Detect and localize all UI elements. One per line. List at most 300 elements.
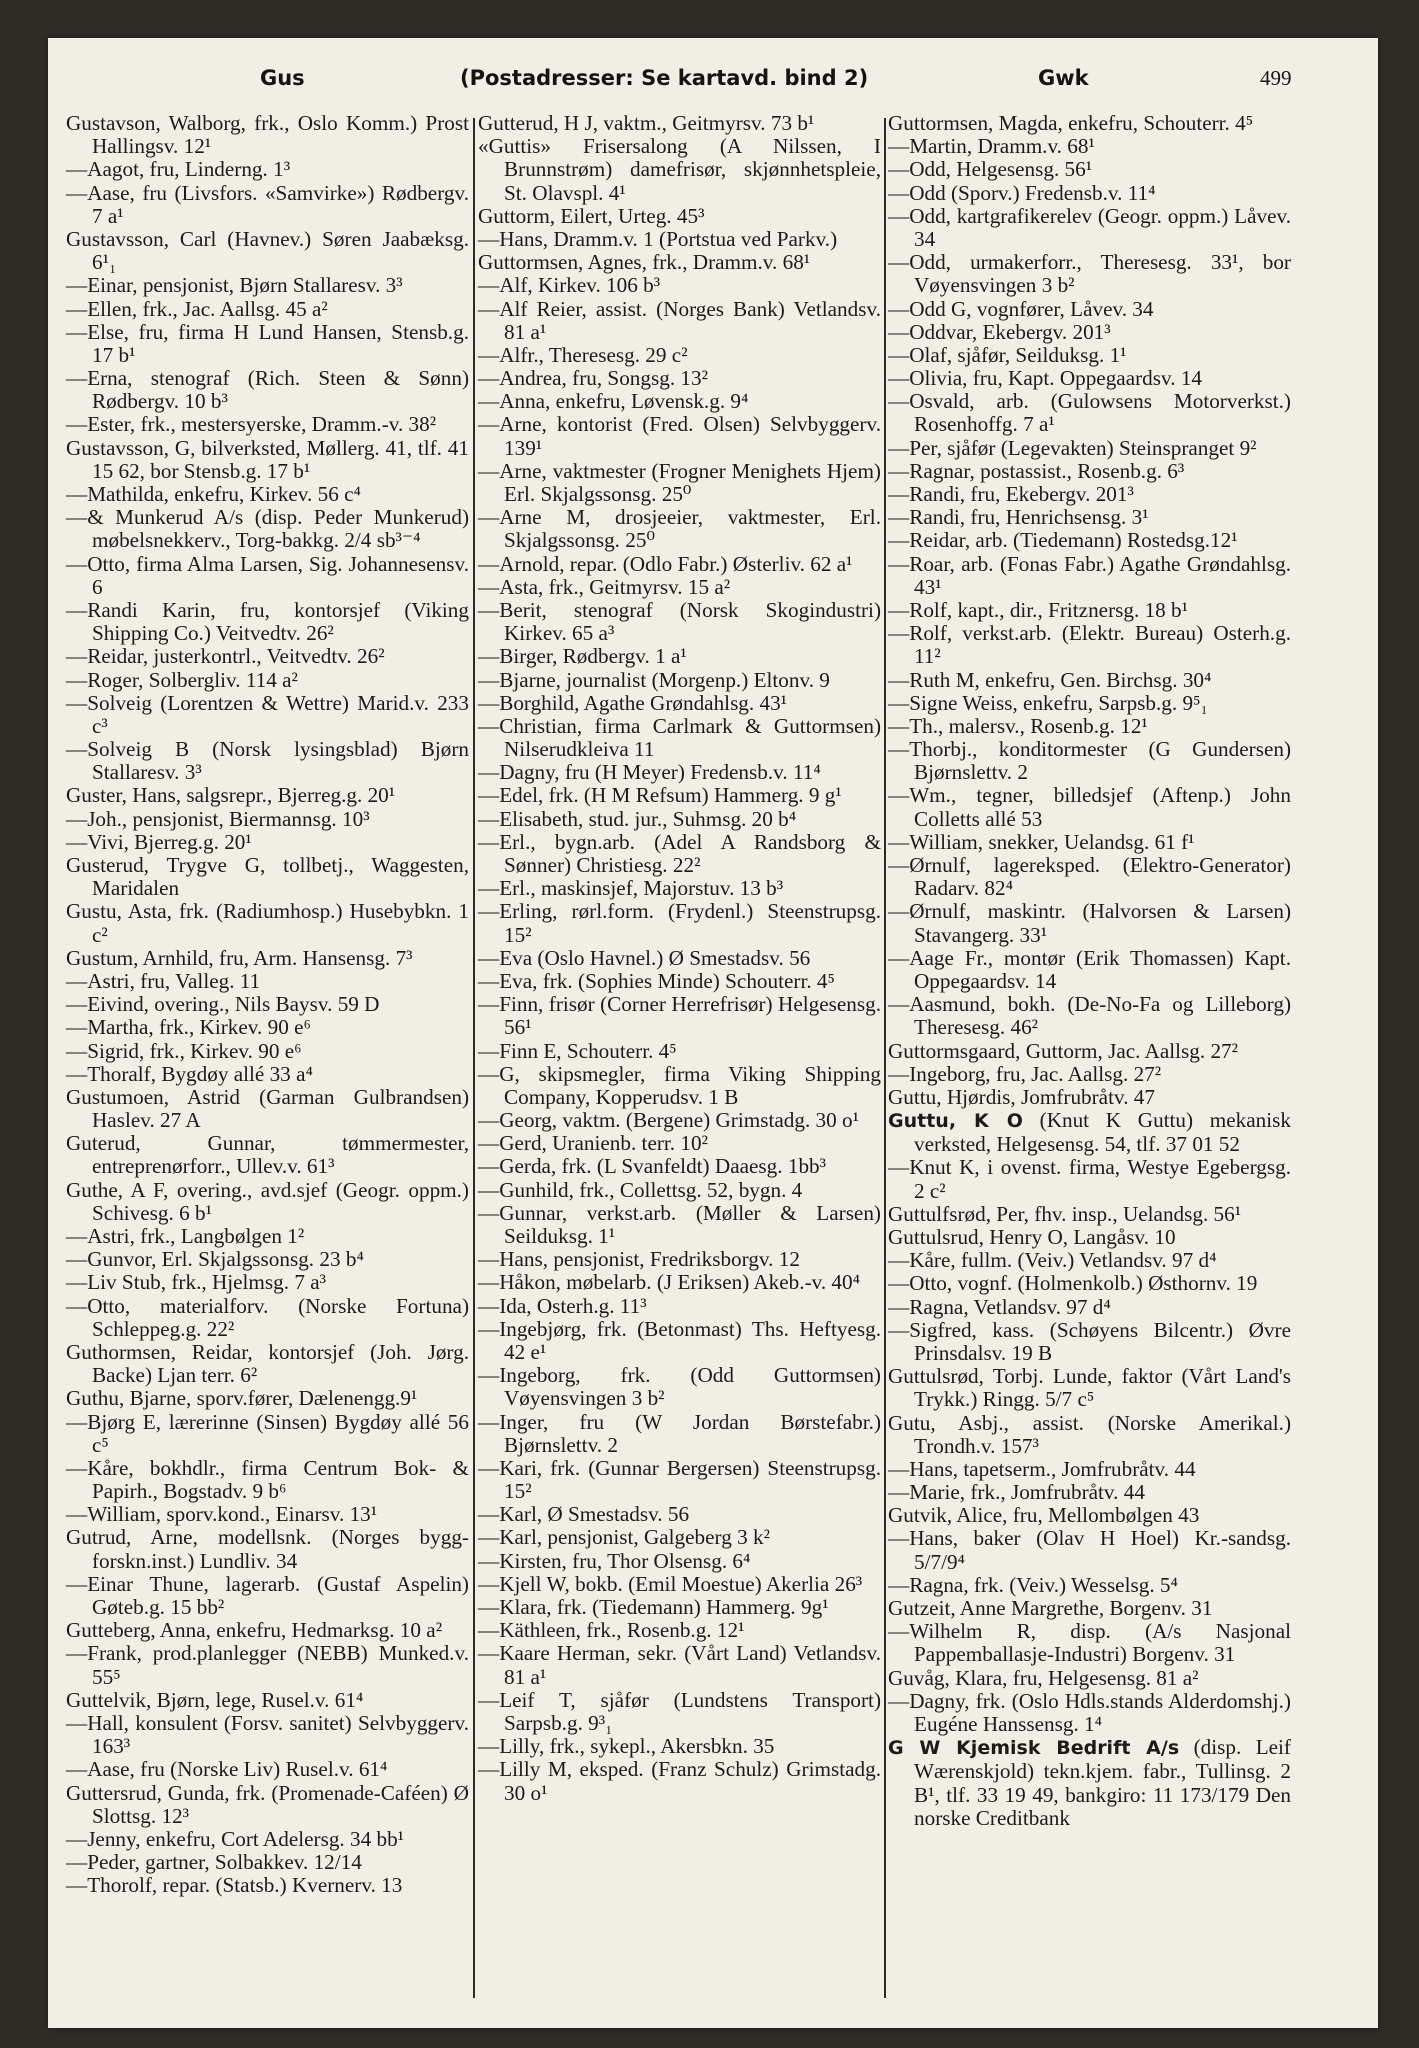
directory-entry	[478, 1573, 881, 1596]
directory-entry	[66, 1225, 469, 1248]
directory-entry	[66, 1642, 469, 1688]
directory-column-1	[66, 112, 469, 1897]
directory-entry	[888, 1365, 1291, 1411]
entry-text: —Eva (Oslo Havnel.) Ø Smestadsv. 56	[478, 945, 811, 970]
directory-entry	[888, 947, 1291, 993]
directory-entry	[888, 460, 1291, 483]
directory-entry	[888, 622, 1291, 668]
directory-entry	[888, 1156, 1291, 1202]
entry-text: —Roger, Solbergliv. 114 a²	[66, 667, 298, 692]
entry-text: Guttormsen, Magda, enkefru, Schouterr. 4⁵	[888, 111, 1254, 135]
entry-text: Gutzeit, Anne Margrethe, Borgenv. 31	[888, 1596, 1213, 1620]
directory-entry	[66, 228, 469, 274]
entry-text: —Hans, tapetserm., Jomfrubråtv. 44	[888, 1456, 1196, 1481]
entry-text: —Aase, fru (Livsfors. «Samvirke») Rødbergv. 7 a¹	[66, 180, 469, 228]
directory-entry	[66, 784, 469, 807]
directory-entry	[66, 1016, 469, 1039]
page-number: 499	[1260, 66, 1292, 90]
directory-entry	[888, 1040, 1291, 1063]
entry-text: —Einar Thune, lagerarb. (Gustaf Aspelin) Gøteb.g. 15 bb²	[66, 1571, 469, 1619]
directory-entry	[888, 900, 1291, 946]
directory-entry	[478, 1457, 881, 1503]
directory-entry	[888, 1458, 1291, 1481]
entry-text: —Sigrid, frk., Kirkev. 90 e⁶	[66, 1038, 302, 1063]
directory-entry	[888, 1574, 1291, 1597]
entry-text: —Signe Weiss, enkefru, Sarpsb.g. 9⁵₁	[888, 690, 1208, 715]
directory-entry	[888, 1272, 1291, 1295]
entry-text: —Anna, enkefru, Løvensk.g. 9⁴	[478, 389, 749, 414]
entry-text: —Bjørg E, lærerinne (Sinsen) Bygdøy allé 56 c⁵	[66, 1409, 469, 1457]
entry-text: Guttulsrød, Torbj. Lunde, faktor (Vårt Land's Trykk.) Ringg. 5/7 c⁵	[888, 1364, 1291, 1412]
entry-text: —Georg, vaktm. (Bergene) Grimstadg. 30 o¹	[478, 1108, 859, 1133]
entry-text: —Astri, frk., Langbølgen 1²	[66, 1224, 305, 1248]
directory-entry	[478, 808, 881, 831]
directory-entry	[478, 274, 881, 297]
directory-entry	[888, 599, 1291, 622]
entry-text: —Mathilda, enkefru, Kirkev. 56 c⁴	[66, 482, 361, 506]
entry-text: —Borghild, Agathe Grøndahlsg. 43¹	[478, 690, 788, 715]
entry-text: —Dagny, frk. (Oslo Hdls.stands Alderdomshj.) Eugéne Hanssensg. 1⁴	[888, 1688, 1291, 1736]
directory-entry	[478, 228, 881, 251]
directory-entry	[888, 854, 1291, 900]
directory-entry	[66, 553, 469, 599]
directory-entry	[888, 553, 1291, 599]
entry-text: Gustavsson, G, bilverksted, Møllerg. 41, tlf. 41 15 62, bor Stensb.g. 17 b¹	[66, 435, 469, 483]
entry-text: Guttersrud, Gunda, frk. (Promenade-Caféen) Ø Slottsg. 12³	[66, 1780, 469, 1828]
entry-text: —Erna, stenograf (Rich. Steen & Sønn) Rødbergv. 10 b³	[66, 366, 469, 414]
entry-text: —Dagny, fru (H Meyer) Fredensb.v. 11⁴	[478, 760, 821, 785]
directory-entry	[888, 251, 1291, 297]
entry-text: Gutrud, Arne, modellsnk. (Norges bygg-forskn.inst.) Lundliv. 34	[66, 1525, 469, 1573]
entry-text: —Ragnar, postassist., Rosenb.g. 6³	[888, 458, 1185, 483]
directory-entry	[66, 1387, 469, 1410]
entry-text: —Olaf, sjåfør, Seilduksg. 1¹	[888, 342, 1127, 367]
directory-entry	[478, 692, 881, 715]
directory-entry	[888, 1226, 1291, 1249]
entry-text: (disp. Leif Wærenskjold) tekn.kjem. fabr., Tullinsg. 2 B¹, tlf. 33 19 49, bankgiro: 11 173/179 Den norske Creditbank	[914, 1735, 1291, 1830]
directory-entry	[888, 506, 1291, 529]
directory-entry	[478, 135, 881, 205]
directory-entry	[888, 993, 1291, 1039]
entry-text: —Knut K, i ovenst. firma, Westye Egebergsg. 2 c²	[888, 1155, 1291, 1203]
entry-text: —Gunnar, verkst.arb. (Møller & Larsen) Seilduksg. 1¹	[478, 1200, 881, 1248]
directory-entry	[66, 738, 469, 784]
entry-text: —Hans, pensjonist, Fredriksborgv. 12	[478, 1247, 800, 1272]
entry-text: —Lilly, frk., sykepl., Akersbkn. 35	[478, 1734, 775, 1759]
entry-text: —Leif T, sjåfør (Lundstens Transport) Sarpsb.g. 9³₁	[478, 1687, 881, 1735]
entry-text: —Finn, frisør (Corner Herrefrisør) Helgesensg. 56¹	[478, 992, 881, 1040]
directory-entry	[66, 669, 469, 692]
entry-text: —Sigfred, kass. (Schøyens Bilcentr.) Øvre Prinsdalsv. 19 B	[888, 1317, 1291, 1365]
entry-text: —Alfr., Theresesg. 29 c²	[478, 342, 688, 367]
entry-text: —Arne, kontorist (Fred. Olsen) Selvbyggerv. 139¹	[478, 412, 881, 460]
directory-entry	[888, 692, 1291, 715]
entry-text: (Knut K Guttu) mekanisk verksted, Helgesensg. 54, tlf. 37 01 52	[914, 1108, 1291, 1157]
directory-entry	[478, 1202, 881, 1248]
entry-text: —Hall, konsulent (Forsv. sanitet) Selvbyggerv. 163³	[66, 1710, 469, 1759]
directory-entry	[478, 251, 881, 274]
directory-entry	[888, 1063, 1291, 1086]
entry-text: —Aase, fru (Norske Liv) Rusel.v. 61⁴	[66, 1757, 388, 1782]
directory-entry	[478, 1295, 881, 1318]
directory-entry	[888, 669, 1291, 692]
entry-text: —Bjarne, journalist (Morgenp.) Eltonv. 9	[478, 667, 830, 692]
entry-text: —Christian, firma Carlmark & Guttormsen) Nilserudkleiva 11	[478, 713, 881, 762]
entry-text: —Roar, arb. (Fonas Fabr.) Agathe Grøndahlsg. 43¹	[888, 551, 1291, 599]
entry-text: —Reidar, justerkontrl., Veitvedtv. 26²	[66, 644, 385, 669]
entry-text: —Kaare Herman, sekr. (Vårt Land) Vetlandsv. 81 a¹	[478, 1641, 881, 1689]
directory-entry	[66, 1040, 469, 1063]
directory-entry	[66, 298, 469, 321]
entry-text: —Erl., maskinsjef, Majorstuv. 13 b³	[478, 876, 784, 901]
entry-text: —Finn E, Schouterr. 4⁵	[478, 1038, 677, 1063]
entry-text: —Ørnulf, maskintr. (Halvorsen & Larsen) Stavangerg. 33¹	[888, 899, 1291, 947]
entry-text: —Håkon, møbelarb. (J Eriksen) Akeb.-v. 40⁴	[478, 1270, 861, 1295]
entry-text: —Eva, frk. (Sophies Minde) Schouterr. 4⁵	[478, 968, 835, 993]
entry-text: —Oddvar, Ekebergv. 201³	[888, 319, 1111, 344]
entry-text: —Arnold, repar. (Odlo Fabr.) Østerliv. 62 a¹	[478, 551, 853, 576]
directory-entry	[888, 1249, 1291, 1272]
directory-entry	[888, 437, 1291, 460]
directory-entry	[478, 367, 881, 390]
directory-entry	[888, 298, 1291, 321]
entry-text: —Otto, firma Alma Larsen, Sig. Johannesensv. 6	[66, 551, 469, 599]
entry-text: Gustavson, Walborg, frk., Oslo Komm.) Prost Hallingsv. 12¹	[66, 111, 469, 159]
directory-entry	[66, 1295, 469, 1341]
entry-text: Gutteberg, Anna, enkefru, Hedmarksg. 10 a²	[66, 1618, 443, 1643]
directory-column-3	[888, 112, 1291, 1830]
entry-text: —Peder, gartner, Solbakkev. 12/14	[66, 1850, 362, 1875]
directory-entry	[888, 321, 1291, 344]
directory-entry	[888, 367, 1291, 390]
directory-entry	[888, 1667, 1291, 1690]
entry-text: Gutterud, H J, vaktm., Geitmyrsv. 73 b¹	[478, 111, 815, 135]
entry-text: Gutvik, Alice, fru, Mellombølgen 43	[888, 1503, 1200, 1528]
directory-entry	[478, 1063, 881, 1109]
directory-entry	[66, 1758, 469, 1781]
entry-text: —Ester, frk., mestersyerske, Dramm.-v. 38²	[66, 412, 437, 437]
directory-entry	[66, 413, 469, 436]
directory-entry	[888, 344, 1291, 367]
directory-entry	[478, 205, 881, 228]
entry-text: —Otto, materialforv. (Norske Fortuna) Schleppeg.g. 22²	[66, 1293, 469, 1341]
directory-entry	[478, 669, 881, 692]
directory-entry	[66, 1063, 469, 1086]
entry-text: —Klara, frk. (Tiedemann) Hammerg. 9g¹	[478, 1595, 829, 1619]
entry-text: —Gunhild, frk., Collettsg. 52, bygn. 4	[478, 1177, 803, 1202]
entry-text: Guttormsen, Agnes, frk., Dramm.v. 68¹	[478, 250, 811, 275]
column-divider	[473, 118, 475, 1998]
directory-entry	[66, 321, 469, 367]
header-center-note: (Postadresser: Se kartavd. bind 2)	[460, 66, 869, 90]
directory-entry	[66, 645, 469, 668]
directory-entry	[888, 1736, 1291, 1830]
entry-text: —Odd, urmakerforr., Theresesg. 33¹, bor Vøyensvingen 3 b²	[888, 250, 1291, 298]
entry-bold-name: G W Kjemisk Bedrift A/s	[888, 1737, 1180, 1760]
entry-text: —Erl., bygn.arb. (Adel A Randsborg & Sønner) Christiesg. 22²	[478, 829, 881, 877]
directory-entry	[888, 1412, 1291, 1458]
entry-text: Guttorm, Eilert, Urteg. 45³	[478, 203, 705, 228]
entry-text: —Randi, fru, Ekebergv. 201³	[888, 482, 1134, 506]
directory-entry	[66, 274, 469, 297]
entry-text: —Kåre, bokhdlr., firma Centrum Bok- & Papirh., Bogstadv. 9 b⁶	[66, 1455, 469, 1504]
entry-text: Gustum, Arnhild, fru, Arm. Hansensg. 7³	[66, 945, 413, 970]
directory-entry	[478, 1550, 881, 1573]
directory-entry	[478, 947, 881, 970]
entry-text: —Ingebjørg, frk. (Betonmast) Ths. Heftyesg. 42 e¹	[478, 1316, 881, 1364]
entry-text: —Astri, fru, Valleg. 11	[66, 968, 261, 993]
entry-text: —Solveig B (Norsk lysingsblad) Bjørn Stallaresv. 3³	[66, 737, 469, 785]
entry-text: —William, sporv.kond., Einarsv. 13¹	[66, 1502, 378, 1527]
directory-entry	[66, 1712, 469, 1758]
entry-text: «Guttis» Frisersalong (A Nilssen, I Brunnstrøm) damefrisør, skjønnhetspleie, St. Olavspl. 4¹	[478, 134, 881, 205]
entry-text: Guvåg, Klara, fru, Helgesensg. 81 a²	[888, 1665, 1199, 1690]
entry-text: —Arne, vaktmester (Frogner Menighets Hjem) Erl. Skjalgssonsg. 25⁰	[478, 458, 881, 506]
entry-text: —Gerd, Uranienb. terr. 10²	[478, 1131, 708, 1156]
directory-entry	[478, 1179, 881, 1202]
directory-entry	[478, 1040, 881, 1063]
entry-text: —Hans, Dramm.v. 1 (Portstua ved Parkv.)	[478, 226, 838, 251]
directory-entry	[66, 1457, 469, 1503]
entry-text: Guthormsen, Reidar, kontorsjef (Joh. Jørg. Backe) Ljan terr. 6²	[66, 1339, 469, 1388]
entry-text: —Odd, Helgesensg. 56¹	[888, 157, 1093, 182]
directory-entry	[478, 599, 881, 645]
directory-entry	[888, 135, 1291, 158]
entry-bold-name: Guttu, K O	[888, 1110, 1023, 1133]
directory-entry	[478, 1642, 881, 1688]
directory-entry	[888, 1319, 1291, 1365]
entry-text: —Thoralf, Bygdøy allé 33 a⁴	[66, 1061, 313, 1086]
header-left-guide-word: Gus	[260, 66, 305, 90]
entry-text: —Odd (Sporv.) Fredensb.v. 11⁴	[888, 180, 1156, 205]
entry-text: —Otto, vognf. (Holmenkolb.) Østhornv. 19	[888, 1271, 1258, 1296]
directory-entry	[888, 715, 1291, 738]
entry-text: —Einar, pensjonist, Bjørn Stallaresv. 3³	[66, 273, 403, 298]
directory-entry	[66, 854, 469, 900]
directory-column-2	[478, 112, 881, 1805]
entry-text: —Odd, kartgrafikerelev (Geogr. oppm.) Låvev. 34	[888, 203, 1291, 251]
entry-text: Gustumoen, Astrid (Garman Gulbrandsen) Haslev. 27 A	[66, 1084, 469, 1133]
directory-entry	[66, 1248, 469, 1271]
entry-text: —Elisabeth, stud. jur., Suhmsg. 20 b⁴	[478, 806, 797, 831]
entry-text: —Karl, pensjonist, Galgeberg 3 k²	[478, 1525, 770, 1550]
entry-text: —Olivia, fru, Kapt. Oppegaardsv. 14	[888, 366, 1203, 391]
entry-text: —Reidar, arb. (Tiedemann) Rostedsg.12¹	[888, 528, 1238, 553]
directory-entry	[66, 1503, 469, 1526]
directory-entry	[66, 1132, 469, 1178]
directory-entry	[66, 158, 469, 181]
directory-entry	[478, 1526, 881, 1549]
directory-entry	[66, 1782, 469, 1828]
directory-entry	[478, 460, 881, 506]
directory-entry	[66, 506, 469, 552]
directory-entry	[66, 1179, 469, 1225]
entry-text: —Frank, prod.planlegger (NEBB) Munked.v. 55⁵	[66, 1641, 469, 1689]
entry-text: —Thorbj., konditormester (G Gundersen) Bjørnslettv. 2	[888, 737, 1291, 785]
entry-text: —Alf, Kirkev. 106 b³	[478, 273, 661, 298]
entry-text: —William, snekker, Uelandsg. 61 f¹	[888, 829, 1195, 854]
header-right-guide-word: Gwk	[1038, 66, 1089, 90]
directory-entry	[888, 1504, 1291, 1527]
entry-text: —G, skipsmegler, firma Viking Shipping Company, Kopperudsv. 1 B	[478, 1061, 881, 1109]
entry-text: —Karl, Ø Smestadsv. 56	[478, 1502, 690, 1527]
directory-entry	[66, 1851, 469, 1874]
directory-entry	[478, 715, 881, 761]
entry-text: —Vivi, Bjerreg.g. 20¹	[66, 829, 252, 854]
entry-text: —Inger, fru (W Jordan Børstefabr.) Bjørnslettv. 2	[478, 1409, 881, 1457]
directory-entry	[888, 738, 1291, 784]
directory-entry	[478, 1132, 881, 1155]
directory-entry	[66, 831, 469, 854]
directory-entry	[888, 1527, 1291, 1573]
entry-text: —Per, sjåfør (Legevakten) Steinspranget 9²	[888, 435, 1257, 460]
directory-entry	[888, 158, 1291, 181]
page-header	[48, 38, 1378, 102]
directory-entry	[66, 1411, 469, 1457]
directory-entry	[66, 900, 469, 946]
directory-entry	[66, 483, 469, 506]
entry-text: —& Munkerud A/s (disp. Peder Munkerud) møbelsnekkerv., Torg-bakkg. 2/4 sb³⁻⁴	[66, 505, 469, 553]
entry-text: —Birger, Rødbergv. 1 a¹	[478, 644, 687, 669]
entry-text: —Ellen, frk., Jac. Aallsg. 45 a²	[66, 296, 328, 321]
directory-entry	[66, 1341, 469, 1387]
entry-text: —Ingeborg, frk. (Odd Guttormsen) Vøyensvingen 3 b²	[478, 1363, 881, 1411]
entry-text: —Thorolf, repar. (Statsb.) Kvernerv. 13	[66, 1873, 403, 1898]
entry-text: —Else, fru, firma H Lund Hansen, Stensb.g. 17 b¹	[66, 319, 469, 367]
directory-entry	[478, 1109, 881, 1132]
entry-text: —Berit, stenograf (Norsk Skogindustri) Kirkev. 65 a³	[478, 597, 881, 646]
entry-text: Guterud, Gunnar, tømmermester, entreprenørforr., Ullev.v. 61³	[66, 1131, 469, 1179]
directory-entry	[478, 553, 881, 576]
entry-text: —Odd G, vognfører, Låvev. 34	[888, 296, 1154, 321]
directory-entry	[478, 576, 881, 599]
entry-text: —Solveig (Lorentzen & Wettre) Marid.v. 233 c³	[66, 690, 469, 738]
directory-entry	[478, 1735, 881, 1758]
directory-entry	[478, 1155, 881, 1178]
directory-entry	[888, 483, 1291, 506]
directory-entry	[66, 182, 469, 228]
entry-text: —Aage Fr., montør (Erik Thomassen) Kapt. Oppegaardsv. 14	[888, 945, 1291, 993]
entry-text: —Wilhelm R, disp. (A/s Nasjonal Pappemballasje-Industri) Borgenv. 31	[888, 1619, 1291, 1667]
entry-text: —Rolf, verkst.arb. (Elektr. Bureau) Osterh.g. 11²	[888, 621, 1291, 669]
entry-text: —Randi, fru, Henrichsensg. 3¹	[888, 505, 1149, 530]
directory-entry	[888, 1086, 1291, 1109]
entry-text: —Aagot, fru, Linderng. 1³	[66, 157, 291, 182]
entry-text: —Eivind, overing., Nils Baysv. 59 D	[66, 992, 380, 1017]
entry-text: Gustavsson, Carl (Havnev.) Søren Jaabæksg. 6¹₁	[66, 226, 469, 275]
directory-page	[48, 38, 1378, 2028]
directory-entry	[478, 1503, 881, 1526]
directory-entry	[66, 1828, 469, 1851]
entry-text: —Asta, frk., Geitmyrsv. 15 a²	[478, 574, 731, 599]
directory-entry	[66, 970, 469, 993]
directory-entry	[478, 298, 881, 344]
entry-text: —Hans, baker (Olav H Hoel) Kr.-sandsg. 5/7/9⁴	[888, 1526, 1291, 1574]
directory-entry	[888, 1109, 1291, 1156]
entry-text: —Rolf, kapt., dir., Fritznersg. 18 b¹	[888, 597, 1189, 622]
entry-text: —Kåre, fullm. (Veiv.) Vetlandsv. 97 d⁴	[888, 1248, 1217, 1273]
entry-text: Guttormsgaard, Guttorm, Jac. Aallsg. 27²	[888, 1038, 1239, 1063]
entry-text: —Martha, frk., Kirkev. 90 e⁶	[66, 1015, 311, 1040]
entry-text: —Liv Stub, frk., Hjelmsg. 7 a³	[66, 1270, 326, 1295]
entry-text: —Gerda, frk. (L Svanfeldt) Daaesg. 1bb³	[478, 1154, 826, 1179]
directory-entry	[888, 529, 1291, 552]
entry-text: Gustu, Asta, frk. (Radiumhosp.) Husebybkn. 1 c²	[66, 899, 469, 947]
directory-entry	[888, 1597, 1291, 1620]
directory-entry	[478, 784, 881, 807]
entry-text: —Gunvor, Erl. Skjalgssonsg. 23 b⁴	[66, 1247, 364, 1272]
directory-entry	[66, 993, 469, 1016]
directory-entry	[478, 970, 881, 993]
entry-text: —Kirsten, fru, Thor Olsensg. 6⁴	[478, 1548, 751, 1573]
directory-entry	[478, 344, 881, 367]
directory-entry	[478, 413, 881, 459]
directory-entry	[888, 390, 1291, 436]
directory-entry	[888, 112, 1291, 135]
directory-entry	[478, 831, 881, 877]
directory-entry	[478, 1619, 881, 1642]
entry-text: —Erling, rørl.form. (Frydenl.) Steenstrupsg. 15²	[478, 899, 881, 947]
directory-entry	[478, 506, 881, 552]
entry-text: —Andrea, fru, Songsg. 13²	[478, 366, 708, 391]
directory-entry	[478, 390, 881, 413]
entry-text: Guthu, Bjarne, sporv.fører, Dælenengg.9¹	[66, 1386, 418, 1411]
entry-text: Guttu, Hjørdis, Jomfrubråtv. 47	[888, 1084, 1155, 1109]
entry-text: —Lilly M, eksped. (Franz Schulz) Grimstadg. 30 o¹	[478, 1757, 881, 1805]
directory-entry	[66, 599, 469, 645]
directory-entry	[66, 1271, 469, 1294]
entry-text: —Ørnulf, lagereksped. (Elektro-Generator) Radarv. 82⁴	[888, 853, 1291, 901]
directory-entry	[478, 1411, 881, 1457]
entry-text: —Wm., tegner, billedsjef (Aftenp.) John Colletts allé 53	[888, 783, 1291, 831]
directory-entry	[478, 645, 881, 668]
directory-entry	[478, 993, 881, 1039]
directory-entry	[66, 112, 469, 158]
entry-text: Guttelvik, Bjørn, lege, Rusel.v. 61⁴	[66, 1687, 364, 1712]
entry-text: —Ingeborg, fru, Jac. Aallsg. 27²	[888, 1061, 1162, 1086]
entry-text: —Martin, Dramm.v. 68¹	[888, 134, 1095, 159]
directory-entry	[478, 1689, 881, 1735]
entry-text: —Jenny, enkefru, Cort Adelersg. 34 bb¹	[66, 1826, 405, 1851]
entry-text: Guster, Hans, salgsrepr., Bjerreg.g. 20¹	[66, 783, 396, 808]
directory-entry	[888, 205, 1291, 251]
directory-entry	[66, 1874, 469, 1897]
column-divider	[884, 118, 886, 1998]
directory-entry	[888, 1620, 1291, 1666]
entry-text: Gutu, Asbj., assist. (Norske Amerikal.) Trondh.v. 157³	[888, 1410, 1291, 1458]
entry-text: —Marie, frk., Jomfrubråtv. 44	[888, 1480, 1145, 1505]
directory-entry	[888, 1481, 1291, 1504]
directory-entry	[66, 367, 469, 413]
entry-text: Guttulsrud, Henry O, Langåsv. 10	[888, 1225, 1176, 1249]
directory-entry	[478, 900, 881, 946]
directory-entry	[478, 1596, 881, 1619]
directory-entry	[888, 182, 1291, 205]
entry-text: —Käthleen, frk., Rosenb.g. 12¹	[478, 1618, 745, 1643]
directory-entry	[66, 1619, 469, 1642]
directory-entry	[888, 1296, 1291, 1319]
entry-text: —Randi Karin, fru, kontorsjef (Viking Shipping Co.) Veitvedtv. 26²	[66, 597, 469, 646]
directory-entry	[66, 1526, 469, 1572]
directory-entry	[478, 112, 881, 135]
directory-entry	[478, 761, 881, 784]
directory-entry	[66, 1573, 469, 1619]
directory-entry	[478, 1248, 881, 1271]
entry-text: —Aasmund, bokh. (De-No-Fa og Lilleborg) Theresesg. 46²	[888, 992, 1291, 1040]
entry-text: —Kjell W, bokb. (Emil Moestue) Akerlia 26³	[478, 1571, 863, 1596]
directory-entry	[66, 437, 469, 483]
entry-text: —Edel, frk. (H M Refsum) Hammerg. 9 g¹	[478, 783, 842, 808]
